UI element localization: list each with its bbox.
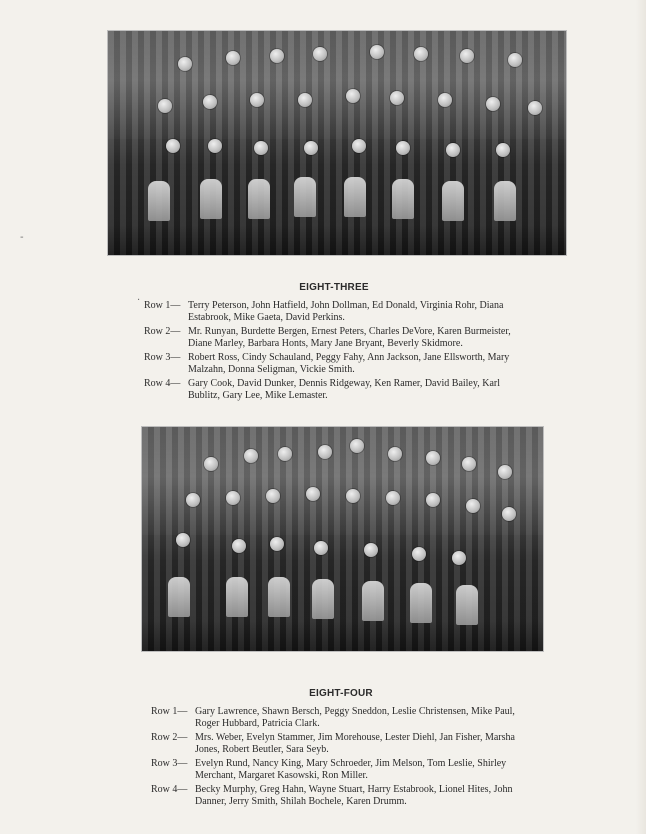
student-head [446, 143, 460, 157]
student-head [158, 99, 172, 113]
student-head [232, 539, 246, 553]
student-head [304, 141, 318, 155]
student-figure [456, 585, 478, 625]
student-head [346, 89, 360, 103]
student-head [508, 53, 522, 67]
row-label: Row 1— [151, 706, 188, 717]
section-title: EIGHT-FOUR [309, 688, 373, 699]
row-label: Row 3— [144, 352, 181, 363]
student-head [313, 47, 327, 61]
page-edge [636, 0, 646, 834]
student-head [390, 91, 404, 105]
student-head [244, 449, 258, 463]
student-head [370, 45, 384, 59]
row-label: Row 4— [151, 784, 188, 795]
caption-row [144, 300, 524, 324]
student-head [386, 491, 400, 505]
student-figure [248, 179, 270, 219]
row-names: Robert Ross, Cindy Schauland, Peggy Fahy, Ann Jackson, Jane Ellsworth, Mary Malzahn, Donna Seligman, Vickie Smith. [188, 352, 510, 375]
student-head [226, 51, 240, 65]
student-figure [494, 181, 516, 221]
student-figure [344, 177, 366, 217]
student-head [412, 547, 426, 561]
student-head [178, 57, 192, 71]
student-head [438, 93, 452, 107]
student-head [203, 95, 217, 109]
student-head [364, 543, 378, 557]
student-head [498, 465, 512, 479]
student-figure [200, 179, 222, 219]
student-head [254, 141, 268, 155]
row-names: Gary Lawrence, Shawn Bersch, Peggy Sneddon, Leslie Christensen, Mike Paul, Roger Hubbard, Patricia Clark. [195, 706, 515, 729]
row-names: Evelyn Rund, Nancy King, Mary Schroeder, Jim Melson, Tom Leslie, Shirley Merchant, Margaret Kasowski, Ron Miller. [195, 758, 507, 781]
student-head [346, 489, 360, 503]
photo-floor-shadow [142, 620, 543, 651]
caption-row [144, 326, 524, 350]
margin-mark: - [20, 232, 24, 243]
student-head [486, 97, 500, 111]
student-head [502, 507, 516, 521]
student-figure [226, 577, 248, 617]
class-photo-eight-four [141, 426, 544, 652]
student-head [266, 489, 280, 503]
row-label: Row 2— [144, 326, 181, 337]
row-names: Terry Peterson, John Hatfield, John Dollman, Ed Donald, Virginia Rohr, Diana Estabrook, Mike Gaeta, David Perkins. [188, 300, 504, 323]
student-figure [362, 581, 384, 621]
student-head [452, 551, 466, 565]
student-head [250, 93, 264, 107]
student-head [306, 487, 320, 501]
row-label: Row 2— [151, 732, 188, 743]
student-figure [392, 179, 414, 219]
student-head [460, 49, 474, 63]
row-names: Becky Murphy, Greg Hahn, Wayne Stuart, Harry Estabrook, Lionel Hites, John Danner, Jerry Smith, Shilah Bochele, Karen Drumm. [195, 784, 513, 807]
student-head [396, 141, 410, 155]
student-figure [410, 583, 432, 623]
student-figure [268, 577, 290, 617]
student-head [204, 457, 218, 471]
student-head [176, 533, 190, 547]
student-head [414, 47, 428, 61]
caption-eight-four [151, 688, 531, 810]
section-title: EIGHT-THREE [299, 282, 369, 293]
student-figure [312, 579, 334, 619]
row-label: Row 1— [144, 300, 181, 311]
row-label: Row 3— [151, 758, 188, 769]
row-tick-mark: · [137, 295, 141, 306]
caption-row [144, 378, 524, 402]
student-head [388, 447, 402, 461]
caption-row [151, 732, 531, 756]
student-head [466, 499, 480, 513]
student-head [318, 445, 332, 459]
student-head [226, 491, 240, 505]
student-head [208, 139, 222, 153]
student-figure [442, 181, 464, 221]
student-head [270, 49, 284, 63]
student-figure [148, 181, 170, 221]
student-head [426, 493, 440, 507]
curtain-background [142, 427, 543, 535]
student-head [496, 143, 510, 157]
row-names: Gary Cook, David Dunker, Dennis Ridgeway, Ken Ramer, David Bailey, Karl Bublitz, Gary Lee, Mike Lemaster. [188, 378, 500, 401]
row-names: Mr. Runyan, Burdette Bergen, Ernest Peters, Charles DeVore, Karen Burmeister, Diane Marley, Barbara Honts, Mary Jane Bryant, Beverly Skidmore. [188, 326, 511, 349]
photo-floor-shadow [108, 224, 566, 255]
class-photo-eight-three [107, 30, 567, 256]
student-head [350, 439, 364, 453]
caption-eight-three [144, 282, 524, 404]
row-names: Mrs. Weber, Evelyn Stammer, Jim Morehouse, Lester Diehl, Jan Fisher, Marsha Jones, Robert Beutler, Sara Seyb. [195, 732, 515, 755]
curtain-background [108, 31, 566, 139]
student-head [528, 101, 542, 115]
caption-row [151, 758, 531, 782]
student-head [462, 457, 476, 471]
caption-row [151, 706, 531, 730]
student-head [278, 447, 292, 461]
caption-row [144, 352, 524, 376]
student-head [270, 537, 284, 551]
student-head [352, 139, 366, 153]
student-head [166, 139, 180, 153]
student-head [298, 93, 312, 107]
caption-row [151, 784, 531, 808]
student-figure [168, 577, 190, 617]
student-figure [294, 177, 316, 217]
student-head [426, 451, 440, 465]
row-label: Row 4— [144, 378, 181, 389]
student-head [186, 493, 200, 507]
student-head [314, 541, 328, 555]
